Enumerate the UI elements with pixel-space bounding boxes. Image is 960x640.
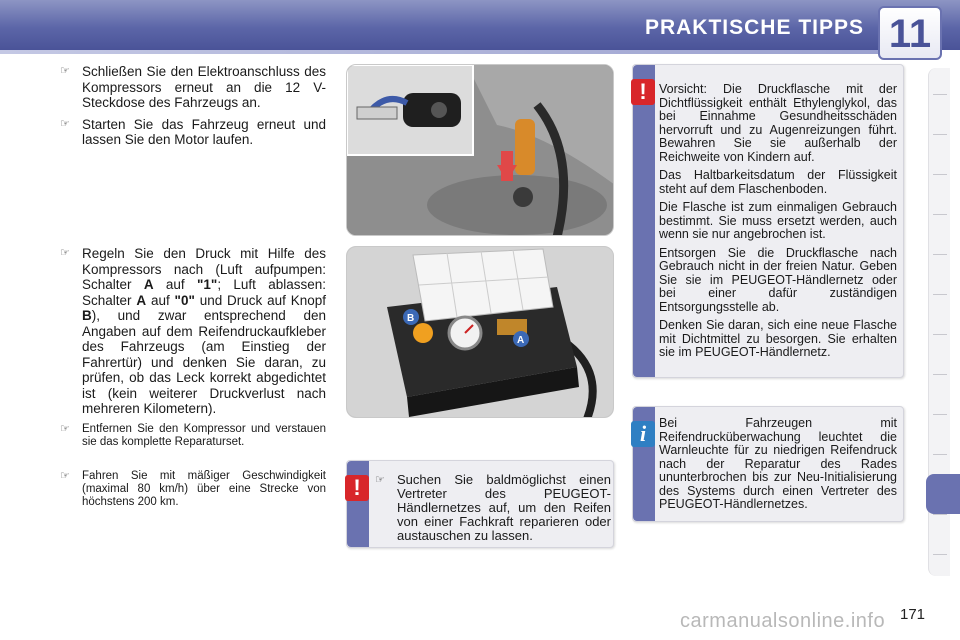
switch-a-label: A [143, 277, 154, 292]
arrow-bullet-icon: ☞ [375, 474, 385, 486]
instruction-list-bottom [58, 470, 326, 515]
arrow-bullet-icon: ☞ [60, 65, 70, 77]
tab-divider [933, 334, 947, 335]
warning-text-block [373, 473, 611, 549]
page-number: 171 [900, 606, 926, 623]
tab-divider [933, 454, 947, 455]
instruction-list-middle [58, 246, 326, 455]
position-0-label: "0" [174, 292, 195, 308]
photo-socket-connection [346, 64, 614, 236]
photo-compressor [346, 246, 614, 418]
position-1-label: "1" [197, 277, 218, 292]
list-item: ☞ Regeln Sie den Druck mit Hilfe des Kompressors nach (Luft aufpumpen: Schalter A auf "1"; Luft ablassen: Schalter A auf "0" und Druck auf Knopf B), und zwar entsprechend den Angaben auf dem Reifendruckaufkleber des Fahrzeugs (am Einstieg der Fahrertür) und denken Sie daran, zu prüfen, ob das Leck korrekt abgedichtet ist (kein weiterer Druckverlust nach mehreren Kilometern). [60, 246, 326, 416]
info-paragraph: Bei Fahrzeugen mit Reifendrucküberwachung leuchtet die Warnleuchte für zu niedrigen Reifendruck nach der Reparatur des Rades ununterbrochen bis zur Neu-Initialisierung des Systems durch einen Vertreter des PEUGEOT-Händlernetzes. [659, 416, 897, 511]
compressor-illustration [347, 247, 614, 418]
exclamation-warning-icon: ! [345, 475, 369, 501]
chapter-tab-active[interactable] [926, 474, 960, 514]
tab-divider [933, 374, 947, 375]
info-box-tire-pressure [632, 406, 904, 522]
warning-paragraph: Das Haltbarkeitsdatum der Flüssigkeit steht auf dem Flaschenboden. [659, 168, 897, 196]
chapter-number: 11 [888, 12, 932, 56]
tab-divider [933, 294, 947, 295]
tab-divider [933, 554, 947, 555]
note-accent-bar [347, 461, 369, 547]
chapter-badge [878, 6, 942, 60]
instruction-list-top [58, 64, 326, 154]
tab-divider [933, 134, 947, 135]
switch-a-callout: A [517, 335, 525, 346]
exclamation-warning-icon: ! [631, 79, 655, 105]
list-item: ☞ Fahren Sie mit mäßiger Geschwindigkeit (maximal 80 km/h) über eine Strecke von höchstens 200 km. [60, 470, 326, 508]
tab-divider [933, 174, 947, 175]
switch-a-label: A [136, 292, 147, 308]
page-header [0, 0, 960, 50]
list-item: ☞ Schließen Sie den Elektroanschluss des Kompressors erneut an die 12 V-Steckdose des Fahrzeugs an. [60, 64, 326, 110]
list-item: ☞ Starten Sie das Fahrzeug erneut und lassen Sie den Motor laufen. [60, 116, 326, 147]
tab-divider [933, 414, 947, 415]
warning-text-block [659, 83, 897, 365]
warning-box-repair [346, 460, 614, 548]
warning-paragraph: Entsorgen Sie die Druckflasche nach Gebrauch nicht in der freien Natur. Geben Sie sie im PEUGEOT-Händlernetz oder bei einer dafür zuständigen Entsorgungsstelle ab. [659, 245, 897, 314]
info-text-block [659, 417, 897, 517]
socket-illustration [347, 65, 614, 236]
warning-paragraph: Denken Sie daran, sich eine neue Flasche mit Dichtmittel zu besorgen. Sie erhalten sie im PEUGEOT-Händlernetz. [659, 318, 897, 359]
warning-box-sealant [632, 64, 904, 378]
note-accent-bar [633, 65, 655, 377]
list-item: ☞ Entfernen Sie den Kompressor und verstauen sie das komplette Reparaturset. [60, 422, 326, 448]
warning-paragraph: Die Flasche ist zum einmaligen Gebrauch bestimmt. Sie muss ersetzt werden, auch wenn sie nur angebrochen ist. [659, 200, 897, 241]
tab-divider [933, 214, 947, 215]
arrow-bullet-icon: ☞ [60, 422, 70, 435]
tab-divider [933, 514, 947, 515]
tab-divider [933, 254, 947, 255]
warning-paragraph: Vorsicht: Die Druckflasche mit der Dichtflüssigkeit enthält Ethylenglykol, das bei Einnahme Gesundheitsschäden hervorruft und zu Augenreizungen führt. Bewahren Sie sie außerhalb der Reichweite von Kindern auf. [659, 82, 897, 164]
button-b-label: B [82, 308, 92, 323]
arrow-bullet-icon: ☞ [60, 117, 70, 130]
watermark: carmanualsonline.info [680, 610, 886, 632]
button-b-callout: B [407, 313, 415, 324]
arrow-bullet-icon: ☞ [60, 470, 70, 482]
header-underline [0, 50, 900, 54]
list-item: ☞ Suchen Sie baldmöglichst einen Vertreter des PEUGEOT-Händlernetzes auf, um den Reifen von einer Fachkraft reparieren oder austauschen zu lassen. [375, 472, 611, 543]
page-title: PRAKTISCHE TIPPS [644, 16, 864, 39]
arrow-bullet-icon: ☞ [60, 247, 70, 259]
info-icon: i [631, 421, 655, 447]
tab-divider [933, 94, 947, 95]
